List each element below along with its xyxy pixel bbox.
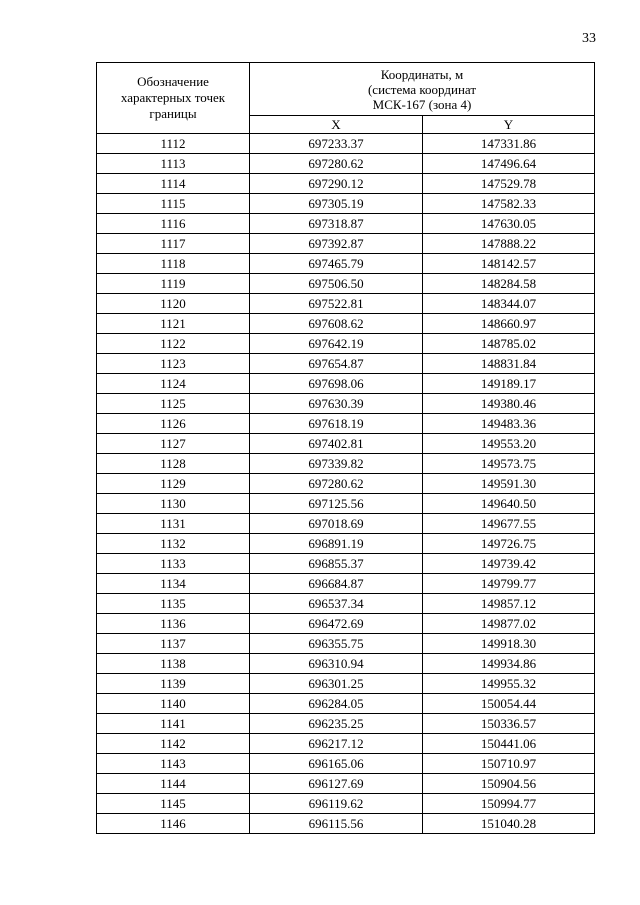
y-coordinate-cell: 147331.86 — [423, 134, 595, 154]
point-cell: 1139 — [97, 674, 250, 694]
y-coordinate-cell: 147582.33 — [423, 194, 595, 214]
point-cell: 1113 — [97, 154, 250, 174]
y-coordinate-cell: 148831.84 — [423, 354, 595, 374]
x-coordinate-cell: 697402.81 — [250, 434, 423, 454]
x-coordinate-cell: 697018.69 — [250, 514, 423, 534]
x-coordinate-cell: 697522.81 — [250, 294, 423, 314]
point-cell: 1137 — [97, 634, 250, 654]
table-row — [97, 334, 595, 354]
y-coordinate-cell: 151040.28 — [423, 814, 595, 834]
x-coordinate-cell: 696217.12 — [250, 734, 423, 754]
y-coordinate-cell: 149483.36 — [423, 414, 595, 434]
x-coordinate-cell: 696127.69 — [250, 774, 423, 794]
y-coordinate-cell: 149955.32 — [423, 674, 595, 694]
y-coordinate-cell: 150054.44 — [423, 694, 595, 714]
y-coordinate-cell: 148284.58 — [423, 274, 595, 294]
table-header-row — [97, 63, 595, 116]
y-coordinate-cell: 149799.77 — [423, 574, 595, 594]
point-cell: 1123 — [97, 354, 250, 374]
coordinates-table — [96, 62, 595, 834]
y-coordinate-cell: 147888.22 — [423, 234, 595, 254]
x-coordinate-cell: 696537.34 — [250, 594, 423, 614]
table-row — [97, 594, 595, 614]
table-row — [97, 234, 595, 254]
x-coordinate-cell: 697506.50 — [250, 274, 423, 294]
x-coordinate-cell: 697630.39 — [250, 394, 423, 414]
table-row — [97, 554, 595, 574]
y-coordinate-cell: 149380.46 — [423, 394, 595, 414]
table-row — [97, 374, 595, 394]
x-coordinate-cell: 697280.62 — [250, 474, 423, 494]
x-coordinate-cell: 696284.05 — [250, 694, 423, 714]
point-cell: 1121 — [97, 314, 250, 334]
point-cell: 1115 — [97, 194, 250, 214]
x-coordinate-cell: 696684.87 — [250, 574, 423, 594]
x-coordinate-cell: 697280.62 — [250, 154, 423, 174]
x-coordinate-cell: 697618.19 — [250, 414, 423, 434]
table-row — [97, 654, 595, 674]
page-number: 33 — [582, 31, 596, 46]
y-coordinate-cell: 149857.12 — [423, 594, 595, 614]
x-coordinate-cell: 697465.79 — [250, 254, 423, 274]
table-row — [97, 394, 595, 414]
coordinates-header-line1: Координаты, м — [380, 66, 464, 82]
table-row — [97, 774, 595, 794]
x-coordinate-cell: 697392.87 — [250, 234, 423, 254]
x-coordinate-cell: 697290.12 — [250, 174, 423, 194]
point-cell: 1143 — [97, 754, 250, 774]
x-coordinate-cell: 696891.19 — [250, 534, 423, 554]
y-coordinate-cell: 150336.57 — [423, 714, 595, 734]
point-cell: 1131 — [97, 514, 250, 534]
point-cell: 1122 — [97, 334, 250, 354]
table-row — [97, 614, 595, 634]
y-column-header: Y — [423, 116, 595, 134]
y-coordinate-cell: 149591.30 — [423, 474, 595, 494]
x-coordinate-cell: 696165.06 — [250, 754, 423, 774]
point-cell: 1129 — [97, 474, 250, 494]
table-row — [97, 354, 595, 374]
point-cell: 1127 — [97, 434, 250, 454]
table-row — [97, 514, 595, 534]
x-coordinate-cell: 697698.06 — [250, 374, 423, 394]
table-row — [97, 714, 595, 734]
y-coordinate-cell: 149739.42 — [423, 554, 595, 574]
point-cell: 1130 — [97, 494, 250, 514]
point-cell: 1125 — [97, 394, 250, 414]
table-row — [97, 414, 595, 434]
y-coordinate-cell: 149726.75 — [423, 534, 595, 554]
table-row — [97, 314, 595, 334]
y-coordinate-cell: 149677.55 — [423, 514, 595, 534]
point-column-header: Обозначение характерных точек границы — [97, 63, 250, 134]
table-row — [97, 634, 595, 654]
x-coordinate-cell: 697318.87 — [250, 214, 423, 234]
point-cell: 1128 — [97, 454, 250, 474]
point-cell: 1133 — [97, 554, 250, 574]
point-cell: 1144 — [97, 774, 250, 794]
coordinates-header-line3: МСК-167 (зона 4) — [372, 96, 472, 112]
x-coordinate-cell: 697642.19 — [250, 334, 423, 354]
y-coordinate-cell: 149918.30 — [423, 634, 595, 654]
table-row — [97, 674, 595, 694]
y-coordinate-cell: 147630.05 — [423, 214, 595, 234]
table-row — [97, 274, 595, 294]
y-coordinate-cell: 149573.75 — [423, 454, 595, 474]
y-coordinate-cell: 150441.06 — [423, 734, 595, 754]
table-row — [97, 534, 595, 554]
table-row — [97, 294, 595, 314]
table-row — [97, 694, 595, 714]
point-cell: 1124 — [97, 374, 250, 394]
table-row — [97, 134, 595, 154]
y-coordinate-cell: 150994.77 — [423, 794, 595, 814]
x-coordinate-cell: 696115.56 — [250, 814, 423, 834]
table-row — [97, 814, 595, 834]
x-coordinate-cell: 696235.25 — [250, 714, 423, 734]
x-coordinate-cell: 696472.69 — [250, 614, 423, 634]
point-cell: 1135 — [97, 594, 250, 614]
point-cell: 1116 — [97, 214, 250, 234]
table-body — [97, 134, 595, 834]
table-row — [97, 154, 595, 174]
x-coordinate-cell: 697125.56 — [250, 494, 423, 514]
point-cell: 1118 — [97, 254, 250, 274]
point-cell: 1112 — [97, 134, 250, 154]
y-coordinate-cell: 148785.02 — [423, 334, 595, 354]
x-coordinate-cell: 696355.75 — [250, 634, 423, 654]
table-row — [97, 194, 595, 214]
table-row — [97, 174, 595, 194]
x-coordinate-cell: 697608.62 — [250, 314, 423, 334]
x-coordinate-cell: 696310.94 — [250, 654, 423, 674]
point-cell: 1119 — [97, 274, 250, 294]
y-coordinate-cell: 147496.64 — [423, 154, 595, 174]
y-coordinate-cell: 149553.20 — [423, 434, 595, 454]
x-coordinate-cell: 696855.37 — [250, 554, 423, 574]
y-coordinate-cell: 149877.02 — [423, 614, 595, 634]
x-coordinate-cell: 697233.37 — [250, 134, 423, 154]
y-coordinate-cell: 149640.50 — [423, 494, 595, 514]
table-row — [97, 214, 595, 234]
y-coordinate-cell: 148660.97 — [423, 314, 595, 334]
point-cell: 1132 — [97, 534, 250, 554]
y-coordinate-cell: 150904.56 — [423, 774, 595, 794]
coordinates-column-header — [250, 63, 595, 116]
y-coordinate-cell: 149189.17 — [423, 374, 595, 394]
y-coordinate-cell: 150710.97 — [423, 754, 595, 774]
point-cell: 1138 — [97, 654, 250, 674]
point-cell: 1134 — [97, 574, 250, 594]
point-cell: 1140 — [97, 694, 250, 714]
table-row — [97, 494, 595, 514]
point-cell: 1136 — [97, 614, 250, 634]
y-coordinate-cell: 149934.86 — [423, 654, 595, 674]
y-coordinate-cell: 147529.78 — [423, 174, 595, 194]
y-coordinate-cell: 148142.57 — [423, 254, 595, 274]
table-row — [97, 734, 595, 754]
point-cell: 1117 — [97, 234, 250, 254]
x-coordinate-cell: 696119.62 — [250, 794, 423, 814]
point-cell: 1114 — [97, 174, 250, 194]
x-coordinate-cell: 697305.19 — [250, 194, 423, 214]
x-coordinate-cell: 696301.25 — [250, 674, 423, 694]
point-cell: 1126 — [97, 414, 250, 434]
coordinates-header-line2: (система координат — [367, 81, 477, 97]
table-row — [97, 754, 595, 774]
point-cell: 1145 — [97, 794, 250, 814]
table-row — [97, 474, 595, 494]
table-row — [97, 574, 595, 594]
table-row — [97, 254, 595, 274]
x-coordinate-cell: 697339.82 — [250, 454, 423, 474]
point-cell: 1141 — [97, 714, 250, 734]
y-coordinate-cell: 148344.07 — [423, 294, 595, 314]
point-cell: 1142 — [97, 734, 250, 754]
point-cell: 1120 — [97, 294, 250, 314]
table-row — [97, 794, 595, 814]
point-cell: 1146 — [97, 814, 250, 834]
x-coordinate-cell: 697654.87 — [250, 354, 423, 374]
x-column-header: X — [250, 116, 423, 134]
table-row — [97, 454, 595, 474]
table-row — [97, 434, 595, 454]
